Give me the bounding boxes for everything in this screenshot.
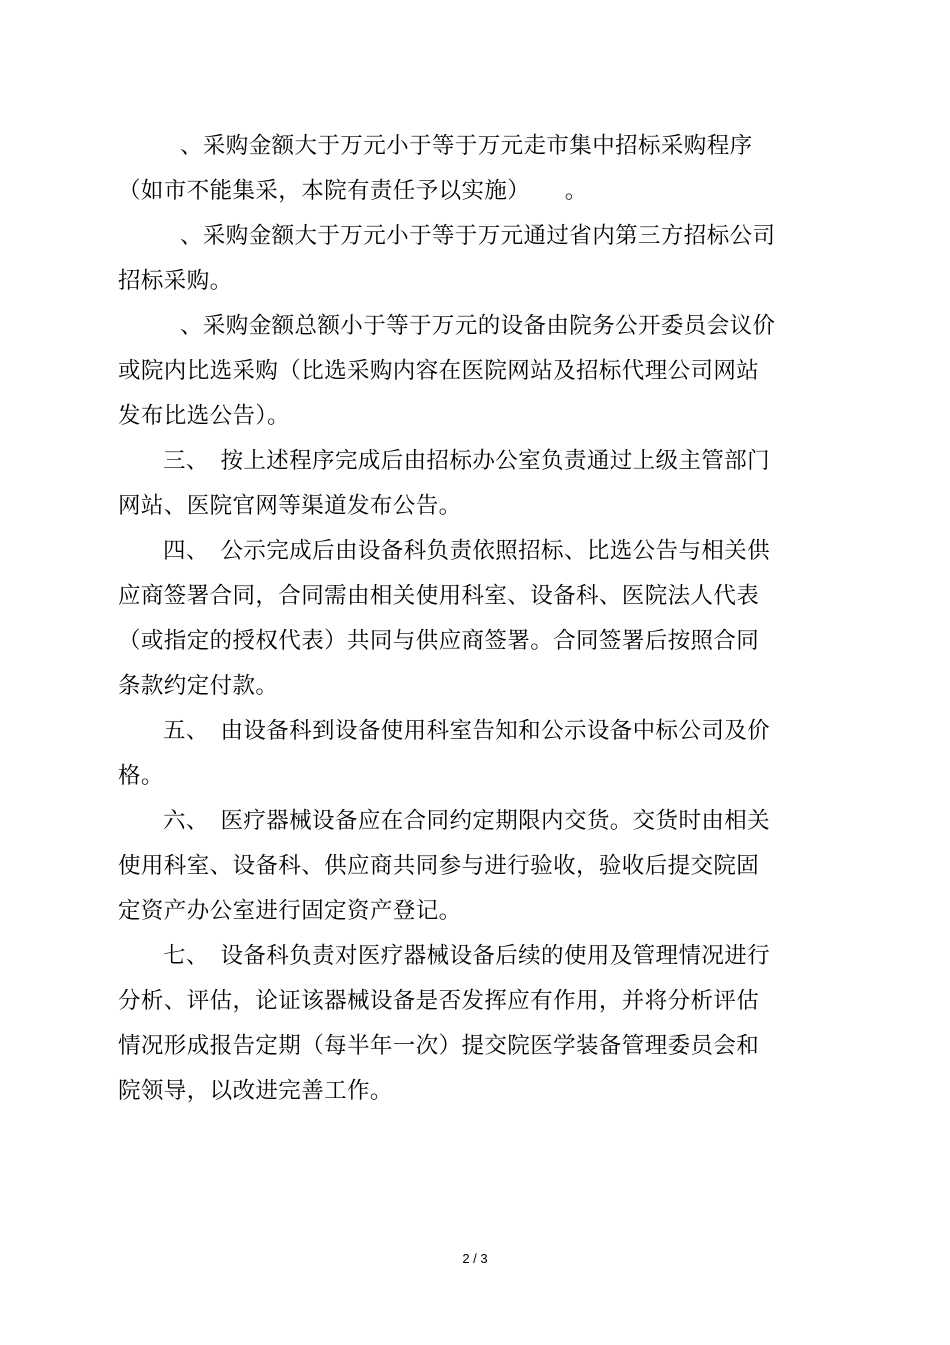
text-line: 招标采购。: [118, 268, 233, 294]
text-line: 使用科室、设备科、供应商共同参与进行验收，验收后提交院固: [118, 853, 760, 879]
text-line: 、采购金额大于万元小于等于万元通过省内第三方招标公司: [180, 223, 776, 249]
text-line: （如市不能集采，本院有责任予以实施） 。: [118, 178, 588, 204]
text-line: 六、 医疗器械设备应在合同约定期限内交货。交货时由相关: [163, 808, 771, 834]
text-line: 五、 由设备科到设备使用科室告知和公示设备中标公司及价: [163, 718, 771, 744]
text-line: 定资产办公室进行固定资产登记。: [118, 898, 462, 924]
text-line: 条款约定付款。: [118, 673, 279, 699]
text-line: 分析、评估，论证该器械设备是否发挥应有作用，并将分析评估: [118, 988, 760, 1014]
text-line: 四、 公示完成后由设备科负责依照招标、比选公告与相关供: [163, 538, 771, 564]
text-line: 、采购金额大于万元小于等于万元走市集中招标采购程序: [180, 133, 753, 159]
text-line: 发布比选公告）。: [118, 403, 290, 429]
text-line: 院领导，以改进完善工作。: [118, 1078, 393, 1104]
text-line: 七、 设备科负责对医疗器械设备后续的使用及管理情况进行: [163, 943, 771, 969]
text-line: 网站、医院官网等渠道发布公告。: [118, 493, 462, 519]
text-line: 情况形成报告定期（每半年一次）提交院医学装备管理委员会和: [118, 1033, 760, 1059]
text-line: 三、 按上述程序完成后由招标办公室负责通过上级主管部门: [163, 448, 771, 474]
text-line: 、采购金额总额小于等于万元的设备由院务公开委员会议价: [180, 313, 776, 339]
page-number: 2 / 3: [462, 1251, 488, 1266]
text-line: 或院内比选采购（比选采购内容在医院网站及招标代理公司网站: [118, 358, 760, 384]
text-line: 格。: [118, 763, 164, 789]
text-line: （或指定的授权代表）共同与供应商签署。合同签署后按照合同: [118, 628, 760, 654]
text-line: 应商签署合同，合同需由相关使用科室、设备科、医院法人代表: [118, 583, 760, 609]
